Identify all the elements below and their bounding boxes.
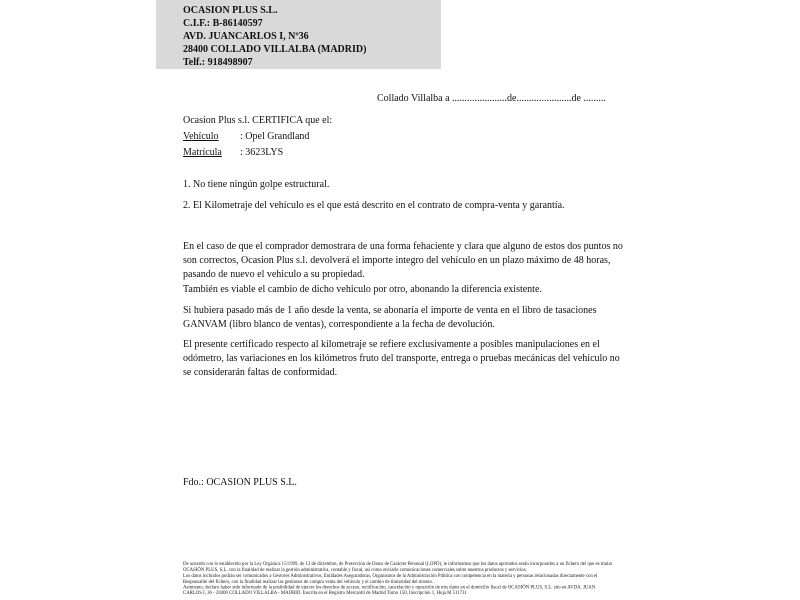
legal-line-4: Responsable del fichero, con la finalidad realizar las gestiones de compra venta del vehículo y el cambio de titularidad del mismo. — [183, 579, 434, 585]
company-city: 28400 COLLADO VILLALBA (MADRID) — [183, 44, 367, 55]
signature-line: Fdo.: OCASION PLUS S.L. — [183, 477, 297, 488]
company-cif: C.I.F.: B-86140597 — [183, 18, 263, 29]
plate-label: Matrícula — [183, 147, 222, 158]
paragraph-exchange-option: También es viable el cambio de dicho vehiculo por otro, abonando la diferencia existente. — [183, 284, 542, 295]
date-line: Collado Villalba a ......................de......................de ......... — [377, 93, 606, 104]
condition-point-2: 2. El Kilometraje del vehículo es el que está descrito en el contrato de compra-venta y garantía. — [183, 200, 565, 211]
plate-row — [183, 147, 283, 158]
legal-line-5: Asimismo, declaro haber sido informado de la posibilidad de ejercer los derechos de acceso, rectificación, cancelación y oposición de mis datos en el domicilio fiscal de OCASIÓN PLUS, S.L. sito en AVDA. JUAN — [183, 585, 596, 591]
legal-line-2: OCASIÓN PLUS, S.L. con la finalidad de realizar la gestión administrativa, contable y fiscal, así como enviarle comunicaciones comerciales sobre nuestros productos y servicios. — [183, 567, 527, 573]
plate-value: : 3623LYS — [240, 147, 284, 158]
certifica-intro: Ocasion Plus s.l. CERTIFICA que el: — [183, 115, 333, 126]
company-address: AVD. JUANCARLOS I, Nº36 — [183, 31, 309, 42]
legal-fine-print — [183, 562, 620, 597]
company-name: OCASION PLUS S.L. — [183, 5, 278, 16]
legal-line-6: CARLOS I, 36 - 28400 COLLADO VILLALBA - MADRID. Inscrita en el Registro Mercantil de Madrid Tomo 150, Inscripción 1, Hoja M 511731 — [183, 591, 467, 596]
paragraph-odometer-disclaimer: El presente certificado respecto al kilometraje se refiere exclusivamente a posibles manipulaciones en el odómetro, las variaciones en los kilómetros fruto del transporte, entrega o pruebas mecánicas del vehículo no se considerarán faltas de conformidad. — [183, 339, 620, 378]
vehicle-row — [183, 131, 309, 142]
condition-point-1: 1. No tiene ningún golpe estructural. — [183, 179, 330, 190]
vehicle-label: Vehículo — [183, 131, 219, 142]
company-phone: Telf.: 918498907 — [183, 57, 253, 68]
paragraph-ganvam-valuation: Si hubiera pasado más de 1 año desde la venta, se abonaría el importe de venta en el libro de tasaciones GANVAM (libro blanco de ventas), correspondiente a la fecha de devolución. — [183, 305, 597, 330]
paragraph-refund-terms: En el caso de que el comprador demostrara de una forma fehaciente y clara que alguno de estos dos puntos no son correctos, Ocasion Plus s.l. devolverá el importe integro del vehículo en un plazo máximo de 48 horas, pasando de nuevo el vehiculo a su propiedad. — [183, 241, 623, 280]
legal-line-3: Los datos incluidos podrán ser comunicados a Gestores Administrativos, Entidades Aseguradoras, Organismos de la Administración Pública con competencia en la materia y personas relacionadas directamente con el — [183, 573, 598, 579]
company-letterhead — [156, 0, 441, 69]
legal-line-1: De acuerdo con lo establecido por la Ley Orgánica 15/1999, de 13 de diciembre, de Protección de Datos de Carácter Personal (LOPD), le informamos que los datos aportados serán incorporados a un fichero del que es titular — [183, 562, 613, 567]
vehicle-value: : Opel Grandland — [240, 131, 310, 142]
